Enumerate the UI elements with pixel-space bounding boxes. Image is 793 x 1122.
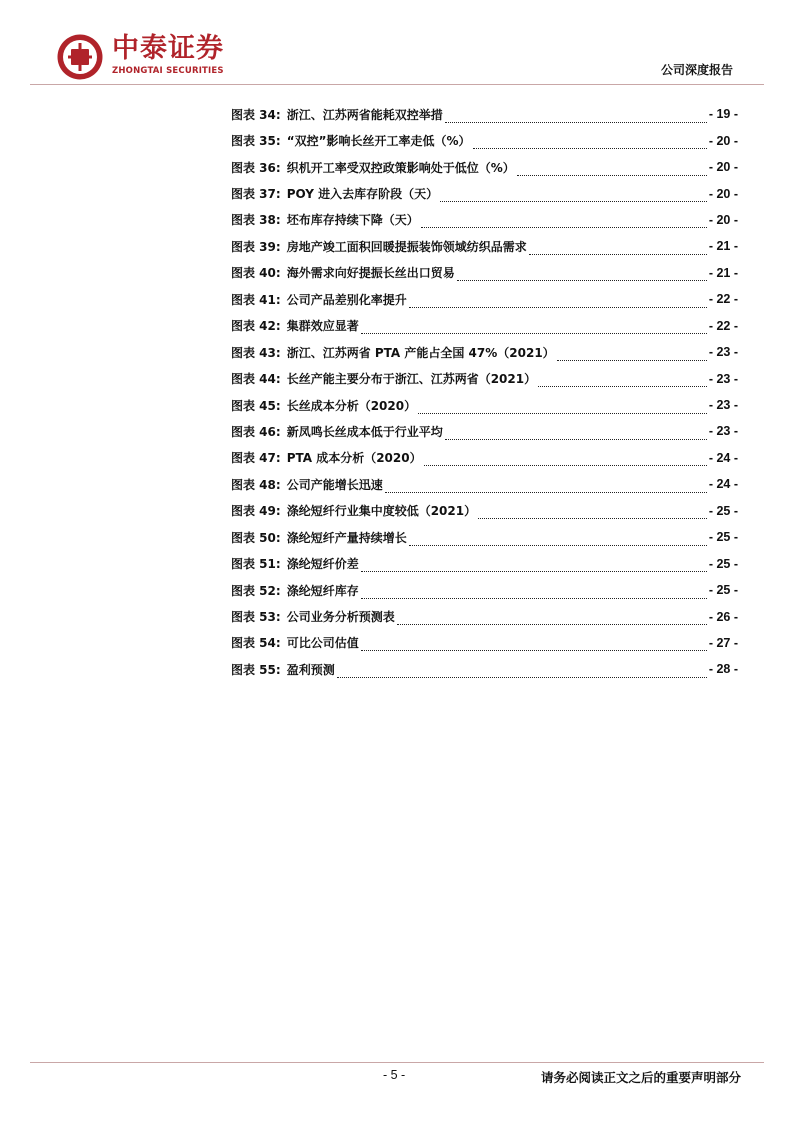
toc-entry-page: - 26 - — [708, 609, 738, 624]
toc-entry[interactable] — [231, 154, 738, 180]
toc-entry-label: 图表 35: — [231, 134, 281, 149]
toc-entry-page: - 25 - — [708, 503, 738, 518]
toc-entry-page: - 20 - — [708, 133, 738, 148]
toc-entry-label: 图表 54: — [231, 636, 281, 651]
toc-entry-label: 图表 49: — [231, 504, 281, 519]
report-type-label: 公司深度报告 — [660, 63, 733, 77]
toc-dot-leader — [538, 372, 707, 387]
toc-entry[interactable] — [231, 180, 738, 206]
toc-dot-leader — [478, 504, 707, 519]
toc-entry-title: 新凤鸣长丝成本低于行业平均 — [286, 424, 443, 439]
toc-dot-leader — [557, 346, 707, 361]
toc-entry[interactable] — [231, 207, 738, 233]
toc-entry-label: 图表 55: — [231, 662, 281, 677]
toc-entry-title: 涤纶短纤库存 — [286, 583, 359, 598]
toc-entry-page: - 24 - — [708, 477, 738, 492]
toc-entry-title: 浙江、江苏两省能耗双控举措 — [286, 107, 443, 122]
page-header — [0, 0, 793, 90]
toc-entry-page: - 23 - — [708, 371, 738, 386]
toc-entry[interactable] — [231, 233, 738, 259]
toc-entry[interactable] — [231, 418, 738, 444]
toc-entry[interactable] — [231, 603, 738, 629]
toc-entry-title: POY 进入去库存阶段（天） — [286, 187, 439, 202]
toc-dot-leader — [418, 399, 707, 414]
toc-entry-page: - 22 - — [708, 292, 738, 307]
toc-entry-page: - 27 - — [708, 635, 738, 650]
toc-dot-leader — [361, 636, 707, 651]
toc-entry-page: - 22 - — [708, 318, 738, 333]
toc-entry[interactable] — [231, 471, 738, 497]
brand-name-en: ZHONGTAI SECURITIES — [112, 66, 224, 76]
zhongtai-coin-logo-icon — [56, 33, 104, 81]
toc-dot-leader — [473, 134, 707, 149]
toc-entry[interactable] — [231, 339, 738, 365]
toc-dot-leader — [385, 478, 707, 493]
toc-dot-leader — [529, 240, 707, 255]
toc-entry-label: 图表 45: — [231, 398, 281, 413]
toc-entry[interactable] — [231, 630, 738, 656]
toc-entry-label: 图表 50: — [231, 530, 281, 545]
toc-entry-title: 坯布库存持续下降（天） — [286, 213, 419, 228]
toc-dot-leader — [517, 161, 707, 176]
toc-dot-leader — [457, 266, 707, 281]
toc-entry-page: - 19 - — [708, 107, 738, 122]
toc-entry-title: 公司业务分析预测表 — [286, 610, 395, 625]
toc-entry-title: PTA 成本分析（2020） — [286, 451, 422, 466]
toc-entry-page: - 20 - — [708, 212, 738, 227]
toc-entry-title: 长丝产能主要分布于浙江、江苏两省（2021） — [286, 372, 537, 387]
toc-entry-page: - 20 - — [708, 160, 738, 175]
toc-entry-page: - 25 - — [708, 530, 738, 545]
toc-entry-title: 织机开工率受双控政策影响处于低位（%） — [286, 160, 515, 175]
toc-entry-title: 海外需求向好提振长丝出口贸易 — [286, 266, 455, 281]
toc-entry-title: 可比公司估值 — [286, 636, 359, 651]
toc-dot-leader — [361, 557, 707, 572]
toc-entry[interactable] — [231, 498, 738, 524]
toc-entry-label: 图表 44: — [231, 372, 281, 387]
page-number: - 5 - — [383, 1068, 406, 1082]
toc-entry-label: 图表 41: — [231, 292, 281, 307]
footer-disclaimer: 请务必阅读正文之后的重要声明部分 — [540, 1070, 741, 1085]
toc-entry[interactable] — [231, 550, 738, 576]
toc-entry-title: 涤纶短纤行业集中度较低（2021） — [286, 504, 477, 519]
toc-entry[interactable] — [231, 260, 738, 286]
toc-entry-title: 浙江、江苏两省 PTA 产能占全国 47%（2021） — [286, 345, 555, 360]
toc-entry-title: 涤纶短纤产量持续增长 — [286, 530, 407, 545]
toc-entry[interactable] — [231, 365, 738, 391]
footer-divider — [30, 1062, 764, 1063]
toc-entry-title: 公司产品差别化率提升 — [286, 292, 407, 307]
toc-entry-label: 图表 53: — [231, 610, 281, 625]
toc-entry-label: 图表 34: — [231, 107, 281, 122]
toc-entry-label: 图表 51: — [231, 557, 281, 572]
toc-entry[interactable] — [231, 101, 738, 127]
toc-entry[interactable] — [231, 577, 738, 603]
toc-entry-page: - 21 - — [708, 239, 738, 254]
toc-entry-label: 图表 52: — [231, 583, 281, 598]
toc-dot-leader — [397, 610, 707, 625]
toc-entry-page: - 23 - — [708, 345, 738, 360]
toc-entry-label: 图表 47: — [231, 451, 281, 466]
toc-entry-page: - 28 - — [708, 662, 738, 677]
toc-dot-leader — [440, 187, 707, 202]
toc-dot-leader — [337, 663, 707, 678]
toc-entry[interactable] — [231, 656, 738, 682]
figure-index-list — [231, 101, 738, 683]
toc-entry[interactable] — [231, 392, 738, 418]
toc-dot-leader — [445, 108, 707, 123]
toc-entry-page: - 24 - — [708, 450, 738, 465]
brand-name-cn: 中泰证券 — [112, 33, 224, 64]
toc-dot-leader — [361, 319, 707, 334]
toc-entry-title: 公司产能增长迅速 — [286, 477, 383, 492]
toc-entry-title: 集群效应显著 — [286, 319, 359, 334]
toc-entry-label: 图表 43: — [231, 345, 281, 360]
toc-entry-title: 涤纶短纤价差 — [286, 557, 359, 572]
toc-entry-page: - 23 - — [708, 424, 738, 439]
toc-entry-page: - 25 - — [708, 556, 738, 571]
toc-entry-page: - 25 - — [708, 583, 738, 598]
toc-entry[interactable] — [231, 313, 738, 339]
toc-entry-label: 图表 40: — [231, 266, 281, 281]
toc-entry-label: 图表 38: — [231, 213, 281, 228]
toc-dot-leader — [424, 451, 707, 466]
toc-entry-title: 房地产竣工面积回暖提振装饰领域纺织品需求 — [286, 239, 527, 254]
toc-entry-page: - 20 - — [708, 186, 738, 201]
toc-dot-leader — [361, 584, 707, 599]
toc-dot-leader — [421, 213, 707, 228]
toc-entry[interactable] — [231, 127, 738, 153]
toc-entry-page: - 21 - — [708, 265, 738, 280]
toc-entry-page: - 23 - — [708, 398, 738, 413]
toc-dot-leader — [445, 425, 707, 440]
toc-dot-leader — [409, 293, 707, 308]
toc-entry-label: 图表 46: — [231, 424, 281, 439]
toc-entry-title: “双控”影响长丝开工率走低（%） — [286, 134, 471, 149]
toc-entry[interactable] — [231, 524, 738, 550]
toc-entry-title: 盈利预测 — [286, 662, 335, 677]
toc-entry[interactable] — [231, 286, 738, 312]
toc-entry-label: 图表 36: — [231, 160, 281, 175]
toc-entry-label: 图表 39: — [231, 239, 281, 254]
toc-entry-label: 图表 48: — [231, 477, 281, 492]
header-divider — [30, 84, 764, 85]
toc-entry-label: 图表 42: — [231, 319, 281, 334]
toc-entry[interactable] — [231, 445, 738, 471]
toc-dot-leader — [409, 531, 707, 546]
toc-entry-label: 图表 37: — [231, 187, 281, 202]
toc-entry-title: 长丝成本分析（2020） — [286, 398, 417, 413]
